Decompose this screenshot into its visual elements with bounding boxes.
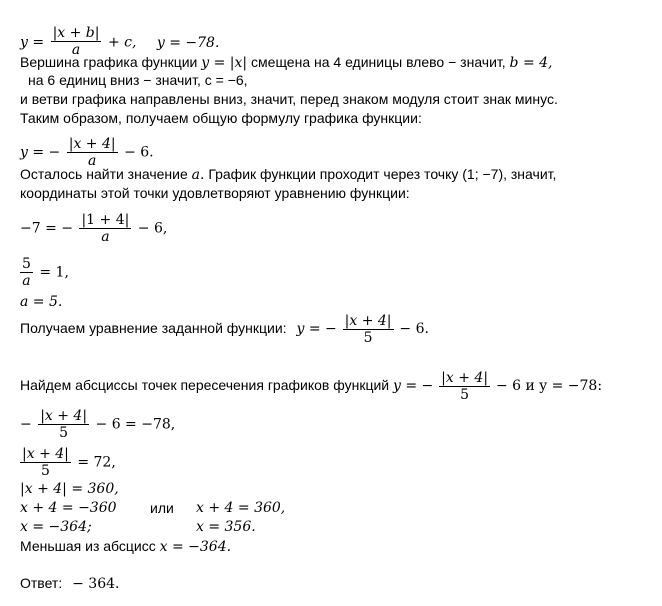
formula-final-function: Получаем уравнение заданной функции: y = − $\frac{|x + 4|}{5}$ − 6. [20,313,429,346]
fraction: $\frac{|1 + 4|}{a}$ [81,212,130,245]
formula-equation: $\frac{|x + 4|}{5}$ = 72, [22,446,116,479]
text-line: координаты этой точки удовлетворяют уравнению функции: [20,185,410,201]
formula-equation: − $\frac{|x + 4|}{5}$ − 6 = −78, [20,408,176,441]
answer-line: Ответ: − 364. [20,575,120,592]
formula-abs-equation: |x + 4| = 360, [20,481,119,497]
formula-ratio: $\frac{5}{a}$ = 1, [22,256,69,289]
fraction: $\frac{|x + b|}{a}$ [52,25,100,58]
text-line: Таким образом, получаем общую формулу графика функции: [20,110,422,126]
fraction: $\frac{|x + 4|}{5}$ [22,446,69,479]
formula-with-a: y = − $\frac{|x + 4|}{a}$ − 6. [20,136,154,169]
fraction: $\frac{|x + 4|}{5}$ [40,408,88,441]
fraction: $\frac{5}{a}$ [22,256,31,289]
fraction: $\frac{|x + 4|}{5}$ [441,370,489,403]
formula-substitution: −7 = − $\frac{|1 + 4|}{a}$ − 6, [20,212,168,245]
fraction: $\frac{|x + 4|}{5}$ [344,313,392,346]
text-line: Найдем абсциссы точек пересечения графиков функций y = − $\frac{|x + 4|}{5}$ − 6 и y = −78: [20,370,603,403]
text-line: на 6 единиц вниз − значит, c = −6, [28,72,248,88]
text-line: и ветви графика направлены вниз, значит, перед знаком модуля стоит знак минус. [20,91,558,107]
text-line: Осталось найти значение a. График функции проходит через точку (1; −7), значит, [20,166,557,183]
formula-general: y = $\frac{|x + b|}{a}$ + c, y = −78. [20,25,220,58]
text-line: Вершина графика функции y = |x| смещена на 4 единицы влево − значит, b = 4, [20,54,553,71]
text-line: Меньшая из абсцисс x = −364. [20,538,232,555]
formula-a-value: a = 5. [20,294,63,310]
fraction: $\frac{|x + 4|}{a}$ [68,136,116,169]
